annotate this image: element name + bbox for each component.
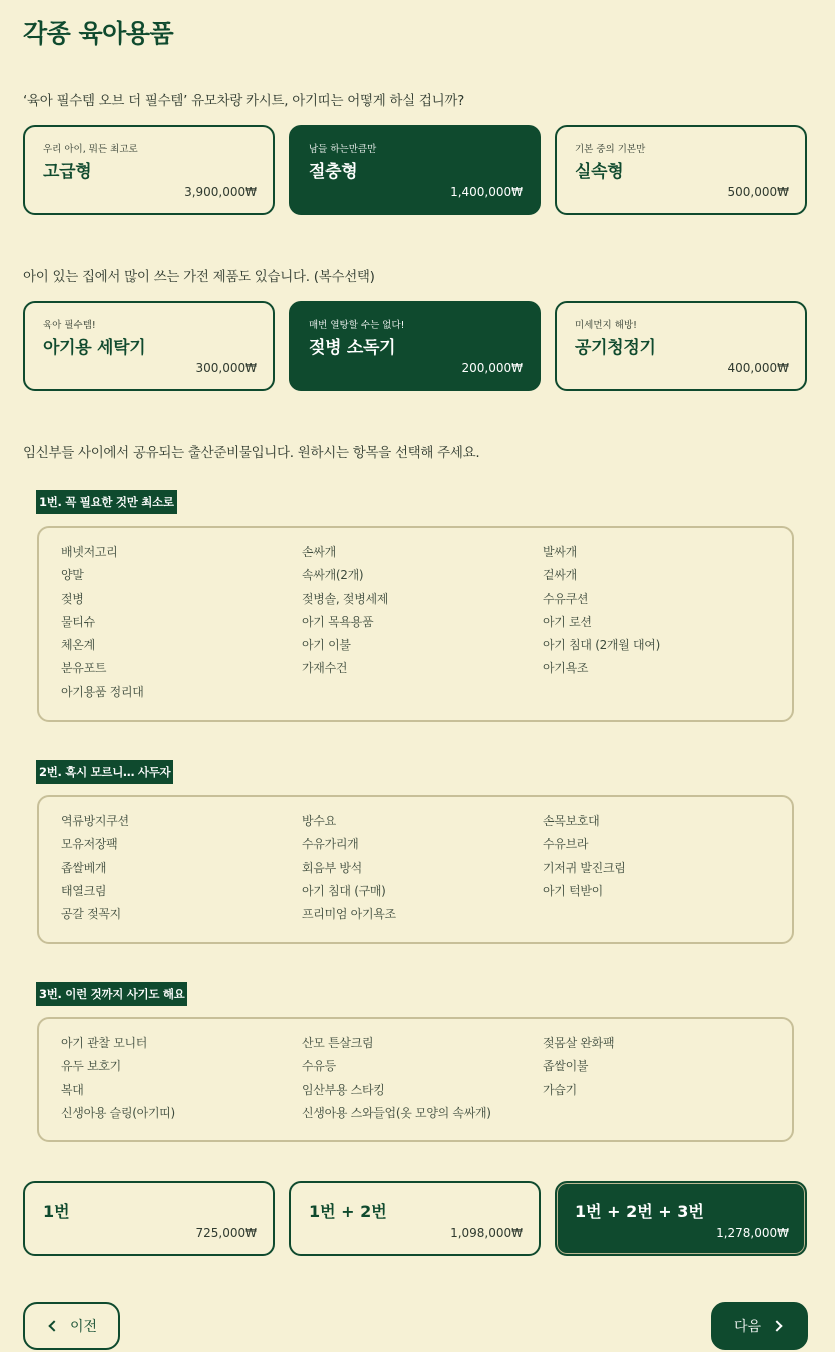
group-items-3 xyxy=(61,1035,782,1122)
card-subtitle: 남들 하는만큼만 xyxy=(309,144,377,155)
card-name: 젖병 소독기 xyxy=(309,338,396,358)
stroller-prompt: ‘육아 필수템 오브 더 필수템’ 유모차랑 카시트, 아기띠는 어떻게 하실 겁니까? xyxy=(23,93,464,109)
list-item: 아기 목욕용품 xyxy=(302,614,374,629)
list-item: 가습기 xyxy=(543,1082,577,1097)
option-card-premium[interactable] xyxy=(23,125,275,215)
card-subtitle: 매번 열탕할 수는 없다! xyxy=(309,320,405,331)
card-name: 절충형 xyxy=(309,162,358,182)
next-button-label: 다음 xyxy=(733,1319,762,1335)
option-card-basic[interactable] xyxy=(555,125,807,215)
list-item: 가재수건 xyxy=(302,661,348,676)
option-card-mid[interactable] xyxy=(289,125,541,215)
list-item: 복대 xyxy=(61,1082,84,1097)
package-name: 1번 xyxy=(43,1202,70,1221)
chevron-right-icon xyxy=(771,1320,782,1331)
list-item: 신생아용 슬링(아기띠) xyxy=(61,1105,175,1120)
card-price: 3,900,000₩ xyxy=(184,185,257,199)
list-item: 아기욕조 xyxy=(543,661,589,676)
card-name: 아기용 세탁기 xyxy=(43,338,146,358)
prev-button[interactable] xyxy=(23,1302,120,1350)
package-price: 1,098,000₩ xyxy=(450,1226,523,1240)
list-item: 프리미엄 아기욕조 xyxy=(302,907,396,922)
card-subtitle: 기본 중의 기본만 xyxy=(575,144,646,155)
option-card-air-purifier[interactable] xyxy=(555,301,807,391)
package-card-1-2-3[interactable] xyxy=(555,1181,807,1256)
card-price: 300,000₩ xyxy=(195,361,257,375)
group-list-3 xyxy=(37,1017,794,1142)
list-item: 손목보호대 xyxy=(543,814,600,828)
group-label-3: 3번. 이런 것까지 사기도 해요 xyxy=(36,982,187,1006)
page-title: 각종 육아용품 xyxy=(23,19,174,48)
list-item: 수유브라 xyxy=(543,837,589,852)
list-item: 양말 xyxy=(61,568,84,583)
appliances-prompt: 아이 있는 집에서 많이 쓰는 가전 제품도 있습니다. (복수선택) xyxy=(23,269,375,285)
card-name: 실속형 xyxy=(575,162,624,182)
list-item: 좁쌀이불 xyxy=(543,1059,589,1074)
list-item: 체온계 xyxy=(61,638,95,653)
card-price: 200,000₩ xyxy=(461,361,523,375)
list-item: 임산부용 스타킹 xyxy=(302,1082,385,1097)
list-item: 배넷저고리 xyxy=(61,545,118,559)
list-item: 수유가리개 xyxy=(302,837,359,852)
card-subtitle: 미세먼지 해방! xyxy=(575,320,637,331)
list-item: 아기 침대 (2개월 대여) xyxy=(543,638,660,653)
list-item: 아기 로션 xyxy=(543,614,592,629)
list-item: 역류방지쿠션 xyxy=(61,814,129,828)
group-list-2 xyxy=(37,795,794,944)
list-item: 수유쿠션 xyxy=(543,591,589,606)
card-name: 공기청정기 xyxy=(575,338,656,358)
list-item: 아기 이불 xyxy=(302,638,351,653)
list-item: 좁쌀베개 xyxy=(61,860,107,875)
prev-button-label: 이전 xyxy=(69,1319,98,1335)
option-card-sterilizer[interactable] xyxy=(289,301,541,391)
package-price: 1,278,000₩ xyxy=(716,1226,789,1240)
list-item: 겉싸개 xyxy=(543,568,577,583)
list-item: 산모 튼살크림 xyxy=(302,1036,374,1050)
list-item: 젖병 xyxy=(61,591,84,606)
list-item: 속싸개(2개) xyxy=(302,568,364,583)
list-item: 모유저장팩 xyxy=(61,837,118,852)
package-name: 1번 + 2번 + 3번 xyxy=(575,1202,704,1221)
option-card-washer[interactable] xyxy=(23,301,275,391)
package-price: 725,000₩ xyxy=(195,1226,257,1240)
list-item: 젖몸살 완화팩 xyxy=(543,1036,615,1050)
package-name: 1번 + 2번 xyxy=(309,1202,387,1221)
list-item: 회음부 방석 xyxy=(302,860,362,875)
list-item: 아기 관찰 모니터 xyxy=(61,1036,148,1050)
list-item: 손싸개 xyxy=(302,545,336,559)
package-card-1[interactable] xyxy=(23,1181,275,1256)
list-item: 공갈 젖꼭지 xyxy=(61,907,121,922)
list-item: 아기 침대 (구매) xyxy=(302,883,386,898)
chevron-left-icon xyxy=(48,1320,59,1331)
card-subtitle: 우리 아이, 뭐든 최고로 xyxy=(43,144,138,155)
group-items-1 xyxy=(61,544,782,701)
list-item: 발싸개 xyxy=(543,545,577,559)
package-card-1-2[interactable] xyxy=(289,1181,541,1256)
list-item: 기저귀 발진크림 xyxy=(543,860,626,875)
group-label-1: 1번. 꼭 필요한 것만 최소로 xyxy=(36,490,177,514)
group-list-1 xyxy=(37,526,794,722)
card-name: 고급형 xyxy=(43,162,92,182)
card-price: 400,000₩ xyxy=(727,361,789,375)
card-price: 1,400,000₩ xyxy=(450,185,523,199)
list-item: 태열크림 xyxy=(61,883,107,898)
list-item: 수유등 xyxy=(302,1059,336,1074)
list-item: 아기용품 정리대 xyxy=(61,684,144,699)
next-button[interactable] xyxy=(711,1302,808,1350)
group-label-2: 2번. 혹시 모르니… 사두자 xyxy=(36,760,173,784)
group-items-2 xyxy=(61,813,782,923)
supplies-prompt: 임신부들 사이에서 공유되는 출산준비물입니다. 원하시는 항목을 선택해 주세요. xyxy=(23,445,480,461)
card-subtitle: 육아 필수템! xyxy=(43,320,96,331)
card-price: 500,000₩ xyxy=(727,185,789,199)
list-item: 방수요 xyxy=(302,814,336,828)
list-item: 분유포트 xyxy=(61,661,107,676)
list-item: 유두 보호기 xyxy=(61,1059,121,1074)
list-item: 젖병솔, 젖병세제 xyxy=(302,591,389,606)
list-item: 아기 턱받이 xyxy=(543,883,603,898)
list-item: 신생아용 스와들업(옷 모양의 속싸개) xyxy=(302,1105,491,1120)
list-item: 물티슈 xyxy=(61,614,95,629)
